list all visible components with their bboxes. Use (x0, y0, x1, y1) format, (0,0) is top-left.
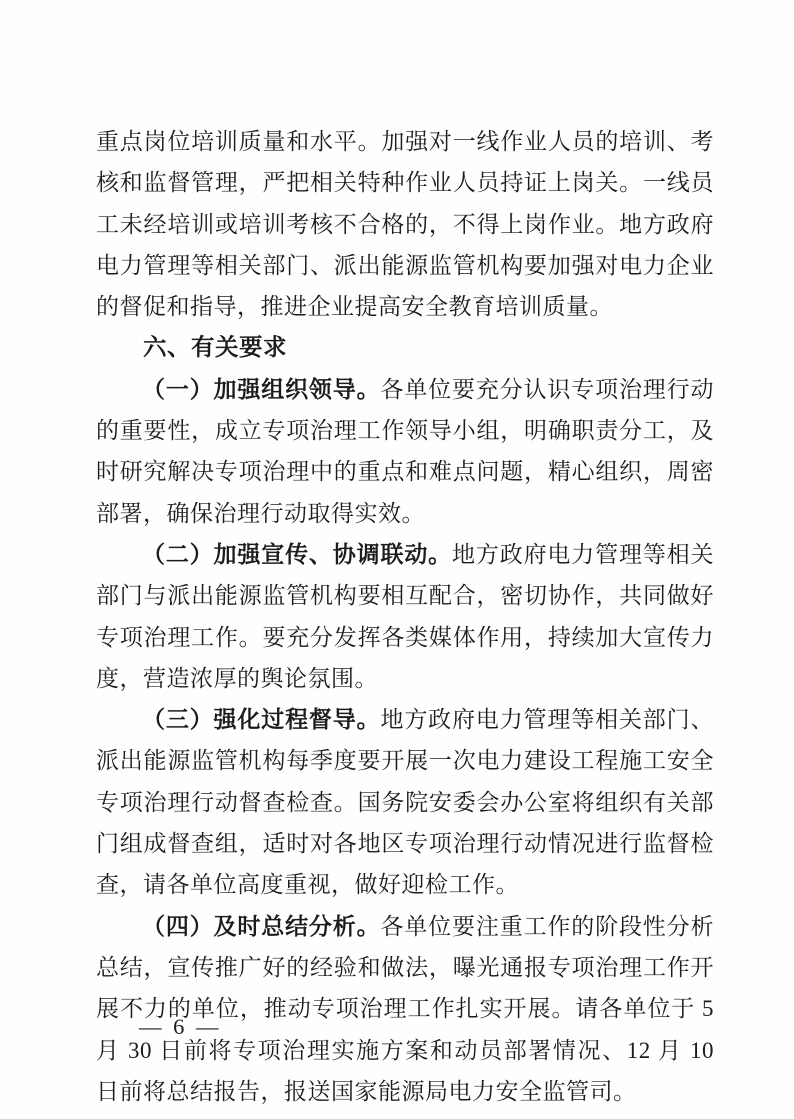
item-2-lead: （二）加强宣传、协调联动。 (142, 541, 453, 567)
paragraph-continuation: 重点岗位培训质量和水平。加强对一线作业人员的培训、考核和监督管理，严把相关特种作业人员持证上岗关。一线员工未经培训或培训考核不合格的，不得上岗作业。地方政府电力管理等相关部门、派出能源监管机构要加强对电力企业的督促和指导，推进企业提高安全教育培训质量。 (96, 129, 714, 320)
paragraph-item-2 (96, 534, 714, 699)
section-heading: 六、有关要求 (143, 334, 287, 361)
paragraph-item-1 (96, 369, 714, 534)
item-2-text: 地方政府电力管理等相关部门与派出能源监管机构要相互配合，密切协作，共同做好专项治理工作。要充分发挥各类媒体作用，持续加大宣传力度，营造浓厚的舆论氛围。 (96, 541, 715, 691)
item-1-lead: （一）加强组织领导。 (142, 376, 381, 402)
item-1-text: 各单位要充分认识专项治理行动的重要性，成立专项治理工作领导小组，明确职责分工，及时研究解决专项治理中的重点和难点问题，精心组织，周密部署，确保治理行动取得实效。 (96, 376, 715, 526)
item-3-lead: （三）强化过程督导。 (142, 707, 381, 733)
item-4-lead: （四）及时总结分析。 (142, 913, 381, 939)
item-4-text: 各单位要注重工作的阶段性分析总结，宣传推广好的经验和做法，曝光通报专项治理工作开展不力的单位，推动专项治理工作扎实开展。请各单位于 5 月 30 日前将专项治理实施方案和动员部署情况、12 月 10 日前将总结报告，报送国家能源局电力安全监管司。 (96, 913, 715, 1104)
paragraph-item-3 (96, 699, 714, 905)
item-3-text: 地方政府电力管理等相关部门、派出能源监管机构每季度要开展一次电力建设工程施工安全专项治理行动督查检查。国务院安委会办公室将组织有关部门组成督查组，适时对各地区专项治理行动情况进行监督检查，请各单位高度重视，做好迎检工作。 (96, 707, 715, 898)
paragraph-item-4 (96, 906, 714, 1112)
document-body (96, 121, 714, 1112)
page-number: — 6 — (139, 1014, 222, 1039)
